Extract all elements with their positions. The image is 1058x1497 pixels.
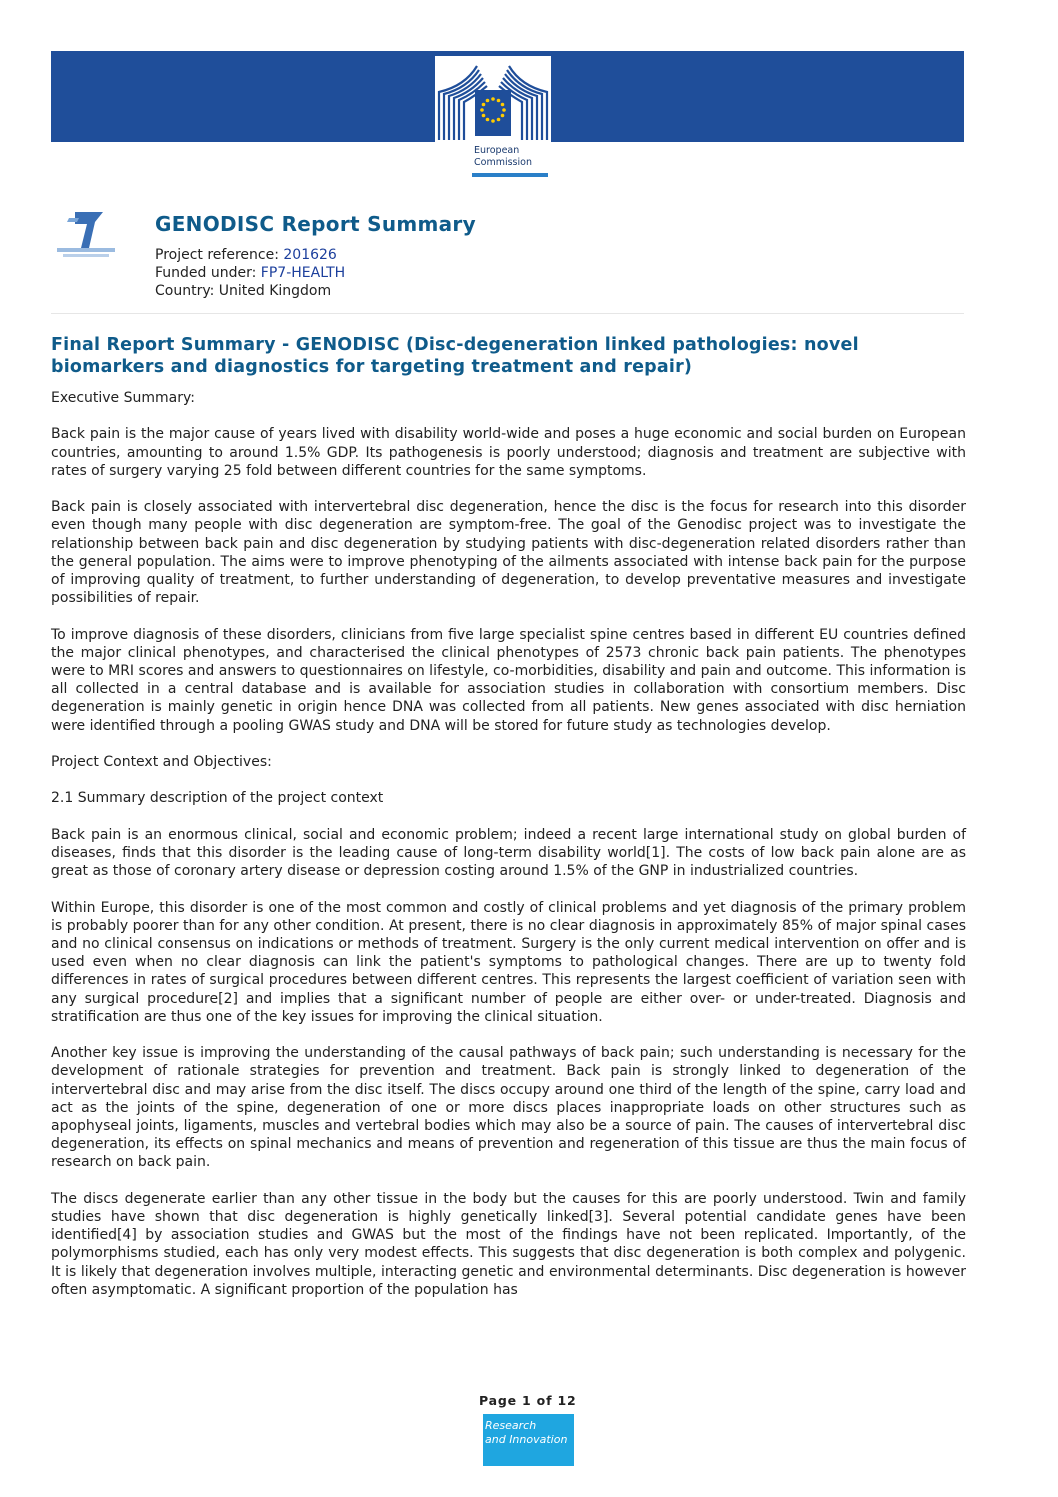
ec-caption <box>474 145 554 169</box>
funded-under-label: Funded under: <box>155 265 261 281</box>
paragraph: 2.1 Summary description of the project context <box>51 790 384 807</box>
ec-caption-line2: Commission <box>474 157 532 168</box>
paragraph: The discs degenerate earlier than any other tissue in the body but the causes for this are poorly understood. Twin and family studies have shown that disc degeneration is highly genetically linked[3]. Several potential candidate genes have been identified[4] by association studies and GWAS but the most of the findings have not been replicated. Importantly, of the polymorphisms studied, each has only very modest effects. This suggests that disc degeneration is both complex and polygenic. It is likely that degeneration involves multiple, interacting genetic and environmental determinants. Disc degeneration is however often asymptomatic. A significant proportion of the population has <box>51 1190 966 1298</box>
ec-building-icon <box>435 56 551 144</box>
country-value: United Kingdom <box>218 283 332 299</box>
fp7-logo-icon <box>55 208 117 262</box>
project-reference-label: Project reference: <box>155 247 284 263</box>
funded-under-row <box>155 264 345 282</box>
project-reference-link[interactable]: 201626 <box>283 247 337 263</box>
paragraph: To improve diagnosis of these disorders, clinicians from five large specialist spine centres based in different EU countries defined the major clinical phenotypes, and characterised the clinical phenotypes of 2573 chronic back pain patients. The phenotypes were to MRI scores and answers to questionnaires on lifestyle, co-morbidities, disability and pain and outcome. This information is all collected in a central database and is available for association studies in collaboration with consortium members. Disc degeneration is mainly genetic in origin hence DNA was collected from all patients. New genes associated with disc herniation were identified through a pooling GWAS study and DNA will be stored for future study as technologies develop. <box>51 626 966 734</box>
badge-line1: Research <box>485 1419 537 1432</box>
paragraph: Back pain is the major cause of years lived with disability world-wide and poses a huge economic and social burden on European countries, amounting to around 1.5% GDP. Its pathogenesis is poorly understood; diagnosis and treatment are subjective with rates of surgery varying 25 fold between different countries for the same symptoms. <box>51 426 966 479</box>
project-meta <box>155 246 345 300</box>
report-body <box>51 389 966 1317</box>
project-reference-row <box>155 246 345 264</box>
page-number: Page 1 of 12 <box>479 1393 577 1408</box>
country-row <box>155 282 345 300</box>
paragraph: Back pain is closely associated with intervertebral disc degeneration, hence the disc is the focus for research into this disorder even though many people with disc degeneration are symptom-free. The goal of the Genodisc project was to investigate the relationship between back pain and disc degeneration by studying patients with disc-degeneration related disorders rather than the general population. The aims were to improve phenotyping of the ailments associated with intense back pain for the purpose of improving quality of treatment, to further understanding of degeneration, to develop preventative measures and investigate possibilities of repair. <box>51 499 966 607</box>
research-innovation-badge <box>483 1414 574 1466</box>
paragraph: Within Europe, this disorder is one of the most common and costly of clinical problems and yet diagnosis of the primary problem is probably poorer than for any other condition. At present, there is no clear diagnosis in approximately 85% of major spinal cases and no clinical consensus on indications or methods of treatment. Surgery is the only current medical intervention on offer and is used even when no clear diagnosis can link the patient's symptoms to pathological changes. There are up to twenty fold differences in rates of surgical procedures between different centres. This represents the largest coefficient of variation seen with any surgical procedure[2] and implies that a significant number of people are either over- or under-treated. Diagnosis and stratification are thus one of the key issues for improving the clinical situation. <box>51 899 966 1025</box>
final-report-title: Final Report Summary - GENODISC (Disc-degeneration linked pathologies: novel biomarkers and diagnostics for targeting treatment and repair) <box>51 335 859 377</box>
ec-caption-underline <box>472 173 548 177</box>
badge-line2: and Innovation <box>485 1432 568 1446</box>
report-summary-title: GENODISC Report Summary <box>155 212 476 236</box>
paragraph: Project Context and Objectives: <box>51 754 272 770</box>
paragraph: Another key issue is improving the understanding of the causal pathways of back pain; such understanding is necessary for the development of rationale strategies for prevention and treatment. Back pain is strongly linked to degeneration of the intervertebral disc and may arise from the disc itself. The discs occupy around one third of the length of the spine, carry load and act as the joints of the spine, degeneration of one or more discs places inappropriate loads on other structures such as apophyseal joints, ligaments, muscles and vertebral bodies which may also be a source of pain. The causes of intervertebral disc degeneration, its effects on spinal mechanics and means of prevention and regeneration of this tissue are thus the main focus of research on back pain. <box>51 1045 966 1171</box>
divider <box>51 313 964 314</box>
country-label: Country: <box>155 283 219 299</box>
paragraph: Back pain is an enormous clinical, social and economic problem; indeed a recent large international study on global burden of diseases, finds that this disorder is the leading cause of long-term disability world[1]. The costs of low back pain alone are as great as those of coronary artery disease or depression costing around 1.5% of the GNP in industrialized countries. <box>51 826 966 880</box>
funded-under-link[interactable]: FP7-HEALTH <box>260 265 346 281</box>
paragraph: Executive Summary: <box>51 390 195 406</box>
ec-caption-line1: European <box>474 145 520 156</box>
